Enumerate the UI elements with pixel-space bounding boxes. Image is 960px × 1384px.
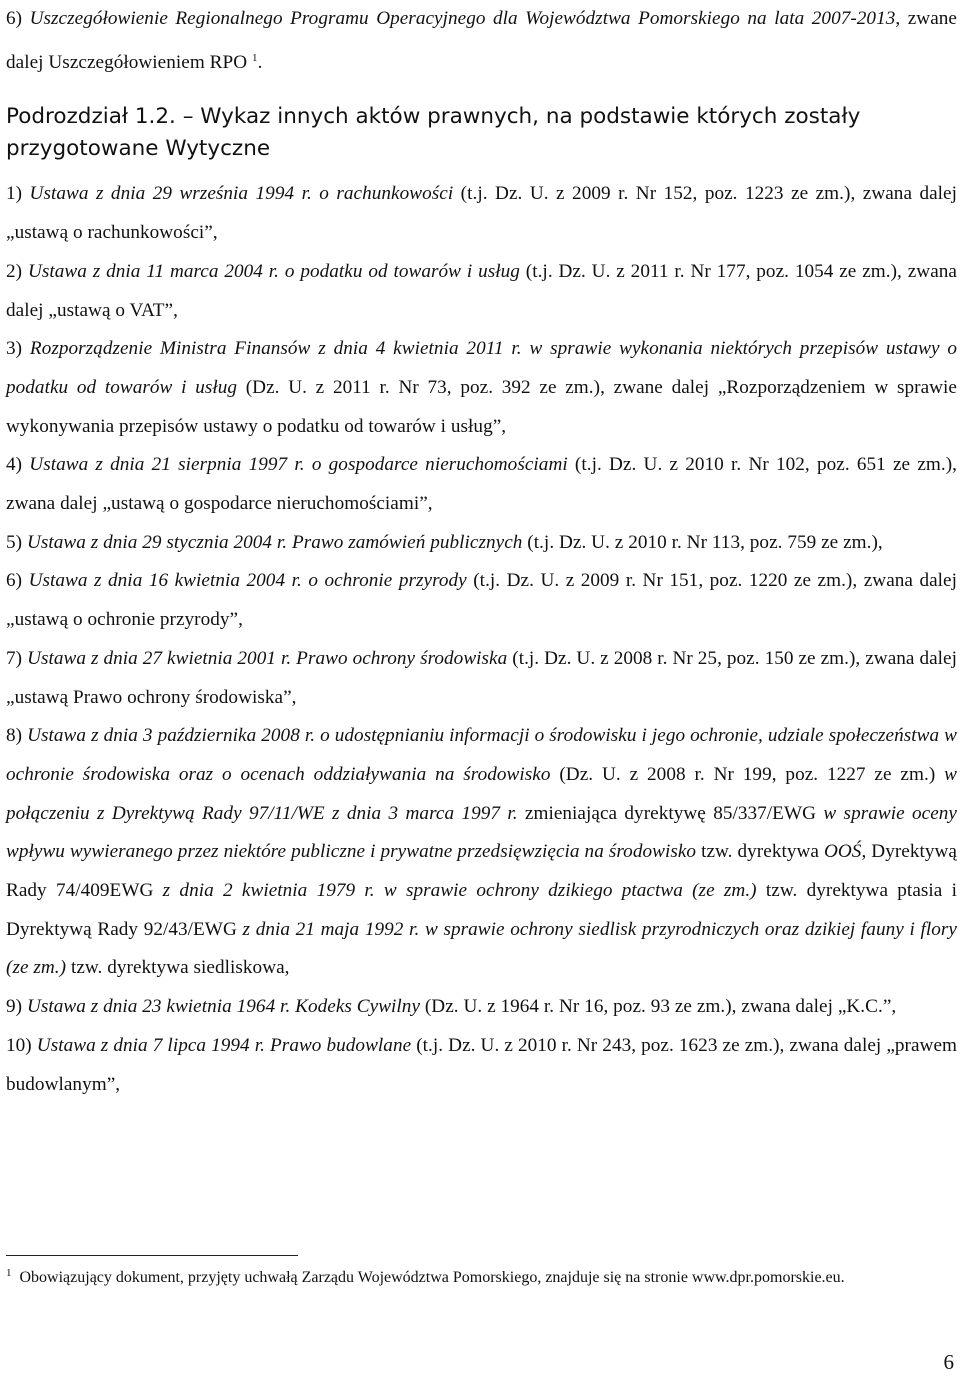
intro-paragraph — [6, 0, 957, 82]
act-title: Ustawa z dnia 7 lipca 1994 r. Prawo budowlane — [36, 1034, 412, 1056]
list-item-3 — [6, 330, 957, 446]
section-heading: Podrozdział 1.2. – Wykaz innych aktów prawnych, na podstawie których zostały przygotowane Wytyczne — [6, 104, 861, 162]
item-number: 3) — [6, 338, 30, 360]
act-title: Ustawa z dnia 23 kwietnia 1964 r. Kodeks Cywilny — [26, 996, 421, 1018]
document-page — [6, 0, 957, 1104]
list-item-10 — [6, 1027, 957, 1104]
footnote — [6, 1262, 957, 1289]
act-title: Ustawa z dnia 27 kwietnia 2001 r. Prawo ochrony środowiska — [27, 647, 508, 669]
page-number: 6 — [943, 1350, 954, 1374]
item-number: 1) — [6, 183, 30, 205]
directive-text: zmieniająca dyrektywę 85/337/EWG — [517, 802, 824, 824]
directive-text: tzw. dyrektywa ptasia i Dyrektywą Rady 92/43/EWG — [6, 880, 957, 940]
item-number: 10) — [6, 1034, 37, 1056]
act-reference: (t.j. Dz. U. z 2008 r. Nr 25, poz. 150 ze zm.), zwana dalej „ustawą Prawo ochrony środowiska”, — [6, 647, 957, 708]
item-number: 4) — [6, 454, 30, 476]
list-item-8 — [6, 717, 957, 988]
act-title: Ustawa z dnia 21 sierpnia 1997 r. o gospodarce nieruchomościami — [29, 454, 568, 476]
directive-title: w sprawie oceny wpływu wywieranego przez niektóre publiczne i prywatne przedsięwzięcia na środowisko — [6, 802, 957, 863]
intro-text: , zwane dalej — [6, 8, 957, 73]
item-number: 7) — [6, 647, 28, 669]
act-reference: (t.j. Dz. U. z 2010 r. Nr 243, poz. 1623 ze zm.), zwana dalej „prawem budowlanym”, — [6, 1034, 958, 1095]
intro-alias: Uszczegółowieniem RPO — [48, 51, 248, 73]
list-item-7 — [6, 640, 957, 717]
directive-title: z dnia 21 maja 1992 r. w sprawie ochrony siedlisk przyrodniczych oraz dzikiej fauny i flory (ze zm.) — [6, 918, 957, 979]
act-reference: (Dz. U. z 2008 r. Nr 199, poz. 1227 ze zm.) — [550, 763, 945, 785]
list-item-4 — [6, 446, 957, 523]
item-number: 6) — [6, 570, 29, 592]
act-reference: (t.j. Dz. U. z 2009 r. Nr 152, poz. 1223 ze zm.), zwana dalej „ustawą o rachunkowości”, — [6, 183, 958, 244]
footnote-mark: 1 — [6, 1267, 12, 1279]
list-item-5 — [6, 524, 957, 563]
intro-period: . — [257, 51, 263, 73]
footnote-separator — [6, 1255, 298, 1256]
footnote-text: Obowiązujący dokument, przyjęty uchwałą Zarządu Województwa Pomorskiego, znajduje się na stronie www.dpr.pomorskie.eu. — [19, 1269, 845, 1286]
item-number: 2) — [6, 260, 28, 282]
directive-title: z dnia 2 kwietnia 1979 r. w sprawie ochrony dzikiego ptactwa (ze zm.) — [162, 880, 757, 902]
list-item-6 — [6, 562, 957, 639]
act-title: Ustawa z dnia 11 marca 2004 r. o podatku od towarów i usług — [27, 260, 520, 282]
act-reference: (t.j. Dz. U. z 2009 r. Nr 151, poz. 1220 ze zm.), zwana dalej „ustawą o ochronie przyrody”, — [6, 570, 957, 631]
act-title: Rozporządzenie Ministra Finansów z dnia 4 kwietnia 2011 r. w sprawie wykonania niektórych przepisów ustawy o podatku od towarów i usług — [6, 338, 957, 398]
directive-title: w połączeniu z Dyrektywą Rady 97/11/WE z dnia 3 marca 1997 r. — [6, 763, 957, 824]
list-item-1 — [6, 175, 957, 252]
act-reference: (t.j. Dz. U. z 2010 r. Nr 102, poz. 651 ze zm.), zwana dalej „ustawą o gospodarce nieruchomościami”, — [6, 454, 957, 515]
list-item-2 — [6, 253, 957, 330]
item-number: 8) — [6, 725, 28, 747]
act-title: Ustawa z dnia 29 września 1994 r. o rachunkowości — [29, 183, 454, 205]
footnote-reference[interactable]: 1 — [252, 51, 258, 64]
act-reference: (t.j. Dz. U. z 2010 r. Nr 113, poz. 759 ze zm.), — [522, 531, 883, 553]
directive-title: OOŚ — [823, 841, 862, 863]
act-reference: (t.j. Dz. U. z 2011 r. Nr 177, poz. 1054 ze zm.), zwana dalej „ustawą o VAT”, — [6, 260, 957, 321]
item-number: 9) — [6, 996, 27, 1018]
directive-text: tzw. dyrektywa siedliskowa, — [66, 957, 290, 979]
intro-title: Uszczegółowienie Regionalnego Programu Operacyjnego dla Województwa Pomorskiego na lata 2007-2013 — [29, 8, 896, 29]
directive-text: , Dyrektywą Rady 74/409EWG — [6, 841, 957, 902]
act-title: Ustawa z dnia 29 stycznia 2004 r. Prawo zamówień publicznych — [26, 531, 523, 553]
list-item-9 — [6, 988, 957, 1027]
item-number: 5) — [6, 531, 27, 553]
act-title: Ustawa z dnia 3 października 2008 r. o udostępnianiu informacji o środowisku i jego ochronie, udziale społeczeństwa w ochronie środowiska oraz o ocenach oddziaływania na środowisko — [6, 725, 958, 785]
act-title: Ustawa z dnia 16 kwietnia 2004 r. o ochronie przyrody — [28, 570, 467, 592]
act-reference: (Dz. U. z 1964 r. Nr 16, poz. 93 ze zm.), zwana dalej „K.C.”, — [420, 996, 897, 1018]
act-reference: (Dz. U. z 2011 r. Nr 73, poz. 392 ze zm.), zwane dalej „Rozporządzeniem w sprawie wykonywania przepisów ustawy o podatku od towarów i usług”, — [6, 376, 957, 437]
directive-text: tzw. dyrektywa — [696, 841, 824, 863]
intro-number: 6) — [6, 8, 30, 29]
